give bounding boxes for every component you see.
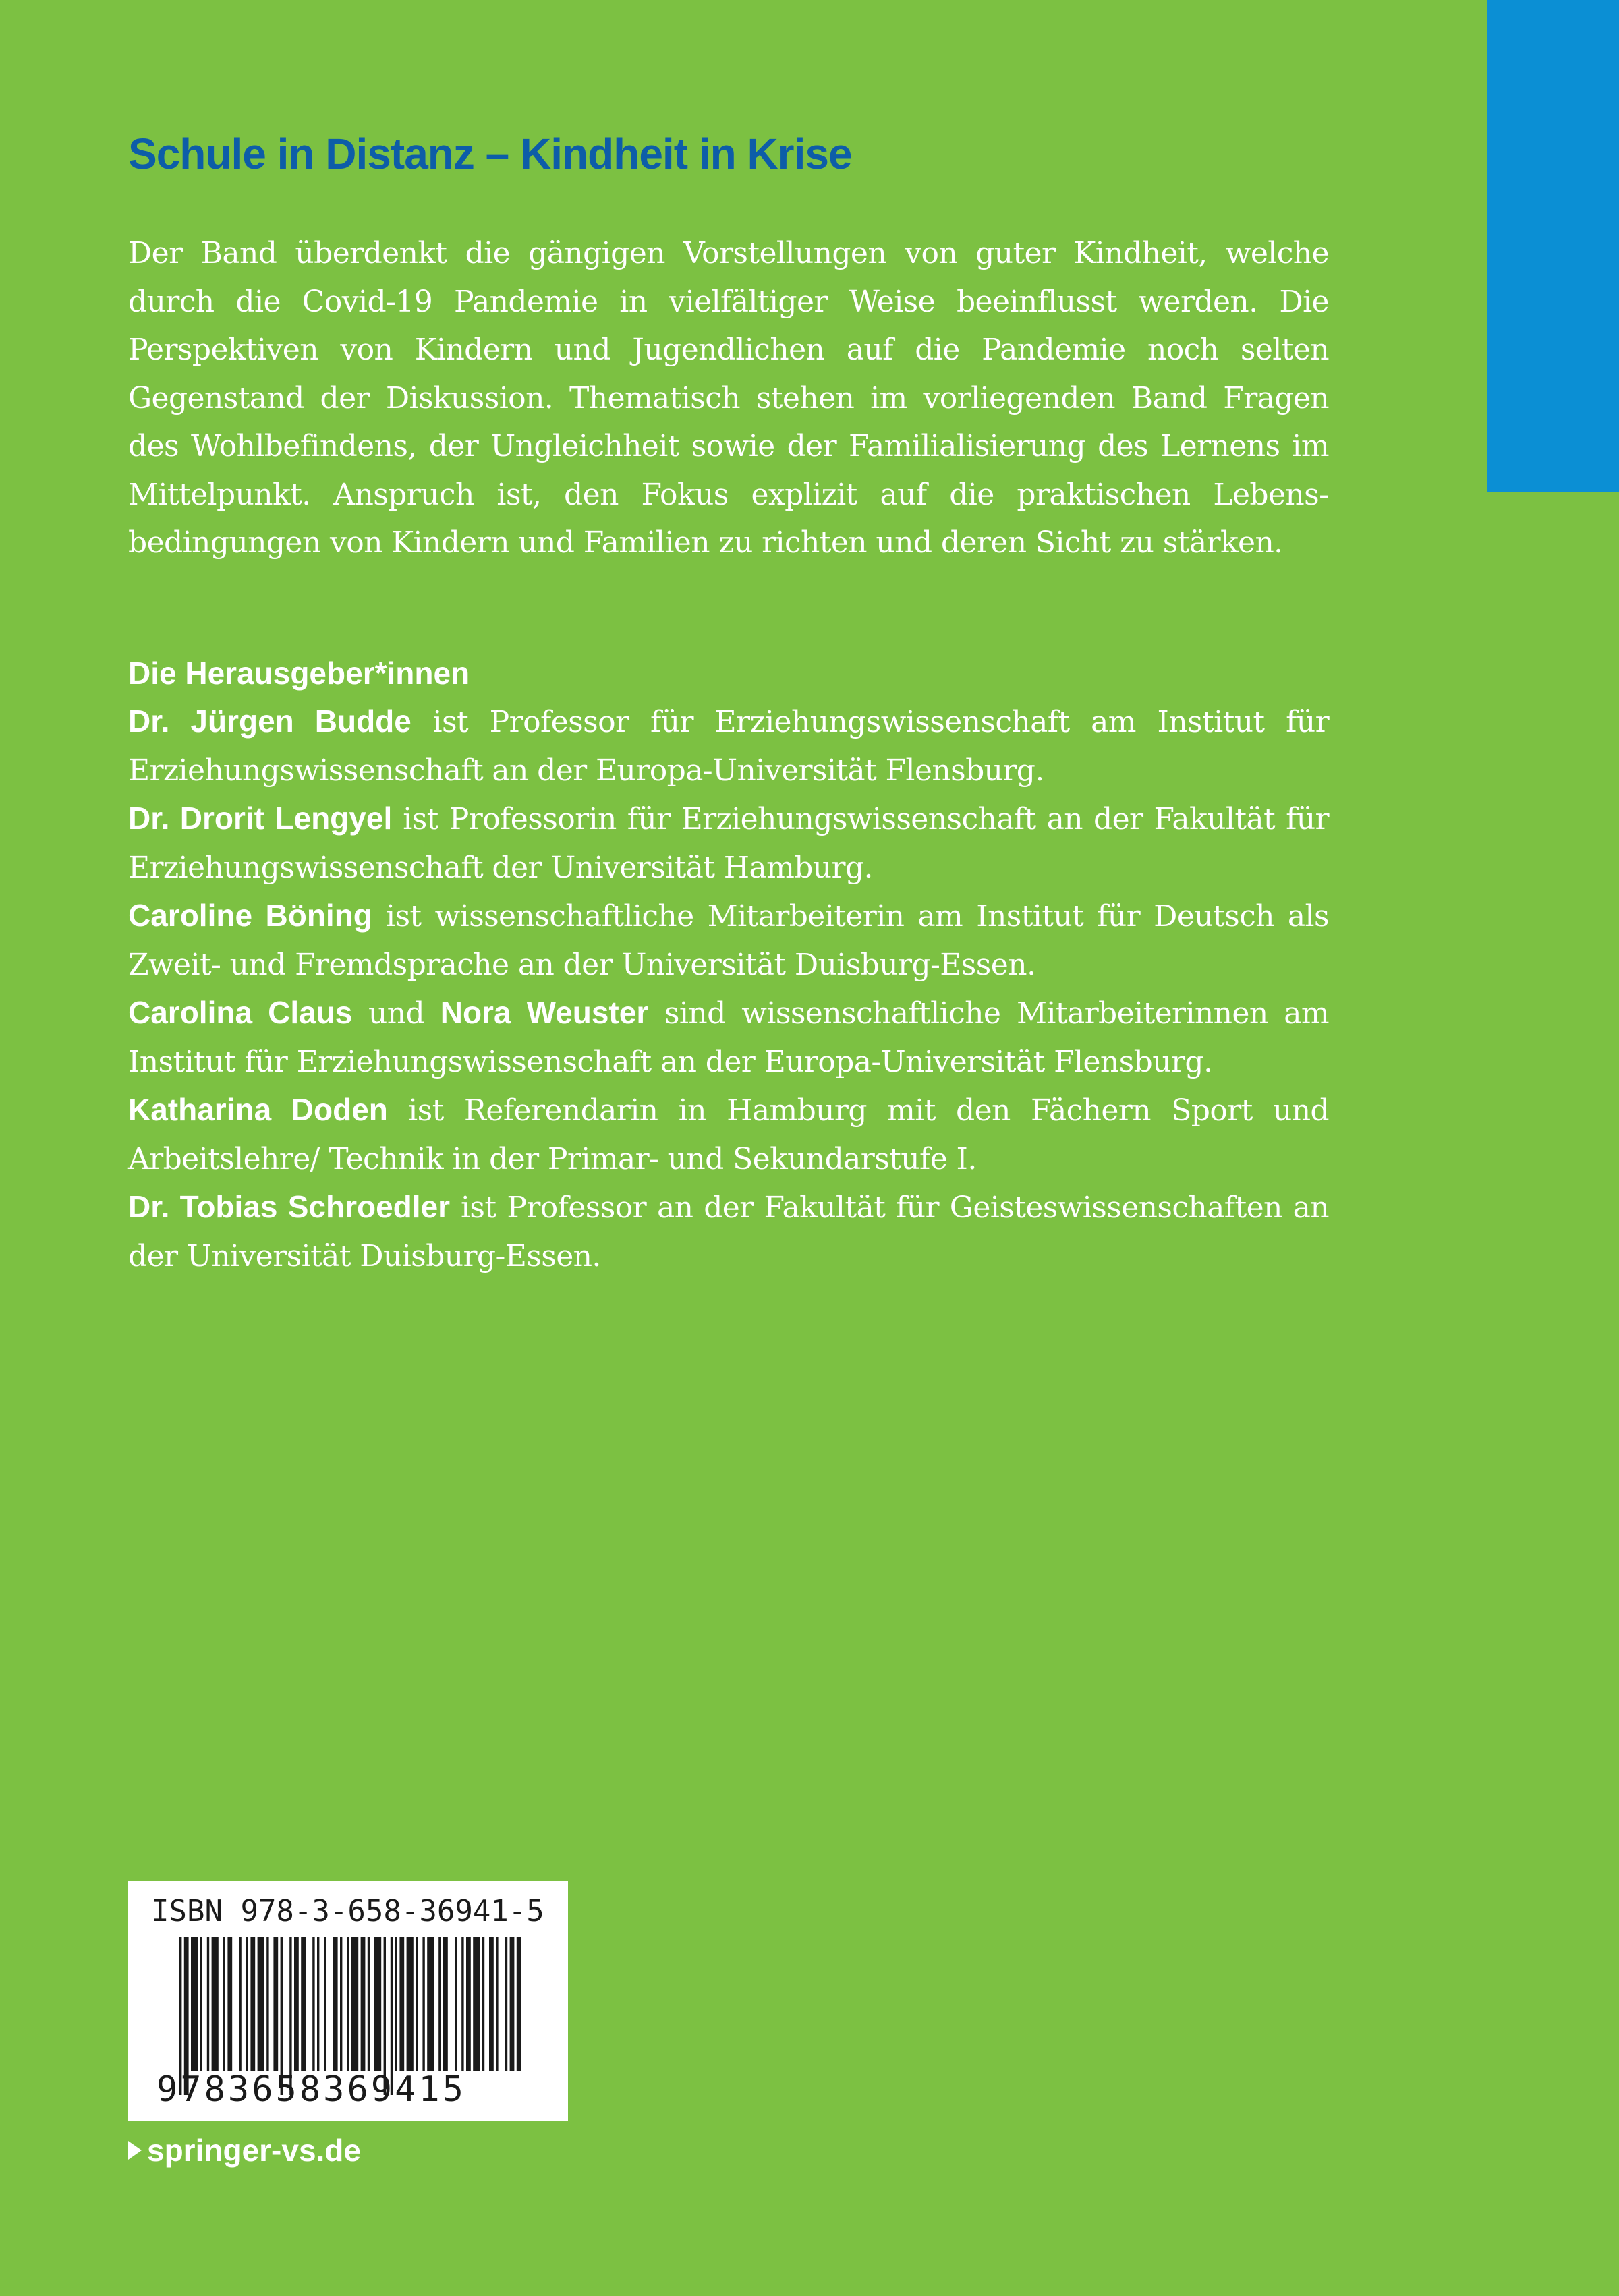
barcode-bar bbox=[505, 1937, 507, 2071]
editor-bio bbox=[128, 892, 1329, 989]
barcode-bar bbox=[351, 1937, 358, 2071]
barcode-bar bbox=[482, 1937, 484, 2071]
editor-name: Nora Weuster bbox=[440, 995, 649, 1030]
barcode-bar bbox=[258, 1937, 264, 2071]
barcode-bar bbox=[239, 1937, 241, 2071]
editor-joiner: und bbox=[352, 996, 441, 1031]
barcode-bar bbox=[496, 1937, 498, 2071]
barcode-bar bbox=[461, 1937, 463, 2071]
barcode-bar bbox=[212, 1937, 219, 2071]
editor-description: ist wissenschaftliche Mitarbeiterin am Institut für Deutsch als Zweit- und Fremdsprache an der Universität Duisburg-Essen. bbox=[128, 899, 1329, 982]
barcode-bar bbox=[191, 1937, 198, 2071]
editor-name: Dr. Drorit Lengyel bbox=[128, 801, 393, 836]
barcode-bar bbox=[399, 1937, 404, 2071]
editor-name: Dr. Jürgen Budde bbox=[128, 704, 411, 739]
editor-description: ist Professor für Erziehungswissenschaft am Institut für Erziehungswissenschaft an der Europa-Universität Flensburg. bbox=[128, 705, 1329, 788]
barcode-bar bbox=[266, 1937, 268, 2071]
book-blurb: Der Band überdenkt die gängigen Vorstellungen von guter Kindheit, welche durch die Covid-19 Pandemie in vielfältiger Weise beeinflusst werden. Die Perspektiven von Kindern und Jugendlichen auf die Pandemie noch selten Gegenstand der Diskussion. Thematisch stehen im vorliegenden Band Fragen des Wohlbefindens, der Ungleichheit sowie der Familialisierung des Lernens im Mittelpunkt. Anspruch ist, den Fokus explizit auf die praktischen Lebensbedingungen von Kindern und Familien zu richten und deren Sicht zu stärken. bbox=[128, 236, 1329, 560]
barcode-bar bbox=[227, 1937, 232, 2071]
barcode-bar bbox=[273, 1937, 278, 2071]
triangle-right-icon bbox=[128, 2141, 142, 2160]
editor-name: Dr. Tobias Schroedler bbox=[128, 1189, 451, 1224]
barcode-digits: 9783658369415 bbox=[157, 2069, 466, 2110]
barcode-bar bbox=[395, 1937, 397, 2071]
barcode-bar bbox=[473, 1937, 480, 2071]
barcode-bar bbox=[466, 1937, 471, 2071]
editor-description: sind wissenschaftliche Mitarbeiterinnen am Institut für Erziehungswissenschaft an der Europa-Universität Flensburg. bbox=[128, 996, 1329, 1079]
barcode-bar bbox=[340, 1937, 342, 2071]
barcode-bar bbox=[438, 1937, 441, 2071]
barcode-bar bbox=[250, 1937, 255, 2071]
barcode-bar bbox=[294, 1937, 299, 2071]
editor-bio bbox=[128, 1086, 1329, 1183]
barcode-bar bbox=[207, 1937, 209, 2071]
barcode-bar bbox=[200, 1937, 202, 2071]
barcode-bar bbox=[368, 1937, 370, 2071]
barcode-bar bbox=[223, 1937, 225, 2071]
editor-description: ist Professorin für Erziehungswissenschaft an der Fakultät für Erziehungswissenschaft der Universität Hamburg. bbox=[128, 802, 1329, 885]
editor-bio bbox=[128, 697, 1329, 795]
barcode-bar bbox=[443, 1937, 448, 2071]
editor-bio bbox=[128, 795, 1329, 892]
barcode-bar bbox=[407, 1937, 414, 2071]
blue-accent-bar bbox=[1487, 0, 1619, 492]
barcode-bar bbox=[427, 1937, 434, 2071]
barcode-bar bbox=[312, 1937, 314, 2071]
editor-name: Caroline Böning bbox=[128, 898, 372, 933]
isbn-barcode bbox=[128, 1881, 568, 2121]
editors-section bbox=[128, 649, 1329, 1280]
barcode-bar bbox=[416, 1937, 418, 2071]
editor-description: ist Referendarin in Hamburg mit den Fächern Sport und Arbeitslehre/ Technik in der Primar- und Sekundarstufe I. bbox=[128, 1093, 1329, 1176]
barcode-bar bbox=[517, 1937, 521, 2071]
editor-bio bbox=[128, 1183, 1329, 1280]
barcode-bar bbox=[333, 1937, 338, 2071]
publisher-url: springer-vs.de bbox=[147, 2133, 361, 2168]
publisher-link[interactable] bbox=[128, 2130, 361, 2171]
editor-description: ist Professor an der Fakultät für Geisteswissenschaften an der Universität Duisburg-Essen. bbox=[128, 1190, 1330, 1273]
editor-name: Katharina Doden bbox=[128, 1092, 388, 1127]
barcode-bar bbox=[317, 1937, 319, 2071]
barcode-bar bbox=[324, 1937, 326, 2071]
barcode-bar bbox=[455, 1937, 457, 2071]
barcode-bar bbox=[301, 1937, 306, 2071]
editor-name: Carolina Claus bbox=[128, 995, 353, 1030]
editor-bio bbox=[128, 989, 1329, 1086]
editors-heading: Die Herausgeber*innen bbox=[128, 656, 470, 691]
barcode-bar bbox=[347, 1937, 349, 2071]
barcode-bar bbox=[489, 1937, 494, 2071]
barcode-bar bbox=[510, 1937, 515, 2071]
book-title: Schule in Distanz – Kindheit in Krise bbox=[128, 130, 852, 178]
barcode-bar bbox=[246, 1937, 248, 2071]
barcode-bar bbox=[374, 1937, 381, 2071]
barcode-bar bbox=[361, 1937, 366, 2071]
barcode-bar bbox=[422, 1937, 424, 2071]
isbn-label: ISBN 978-3-658-36941-5 bbox=[151, 1894, 544, 1928]
